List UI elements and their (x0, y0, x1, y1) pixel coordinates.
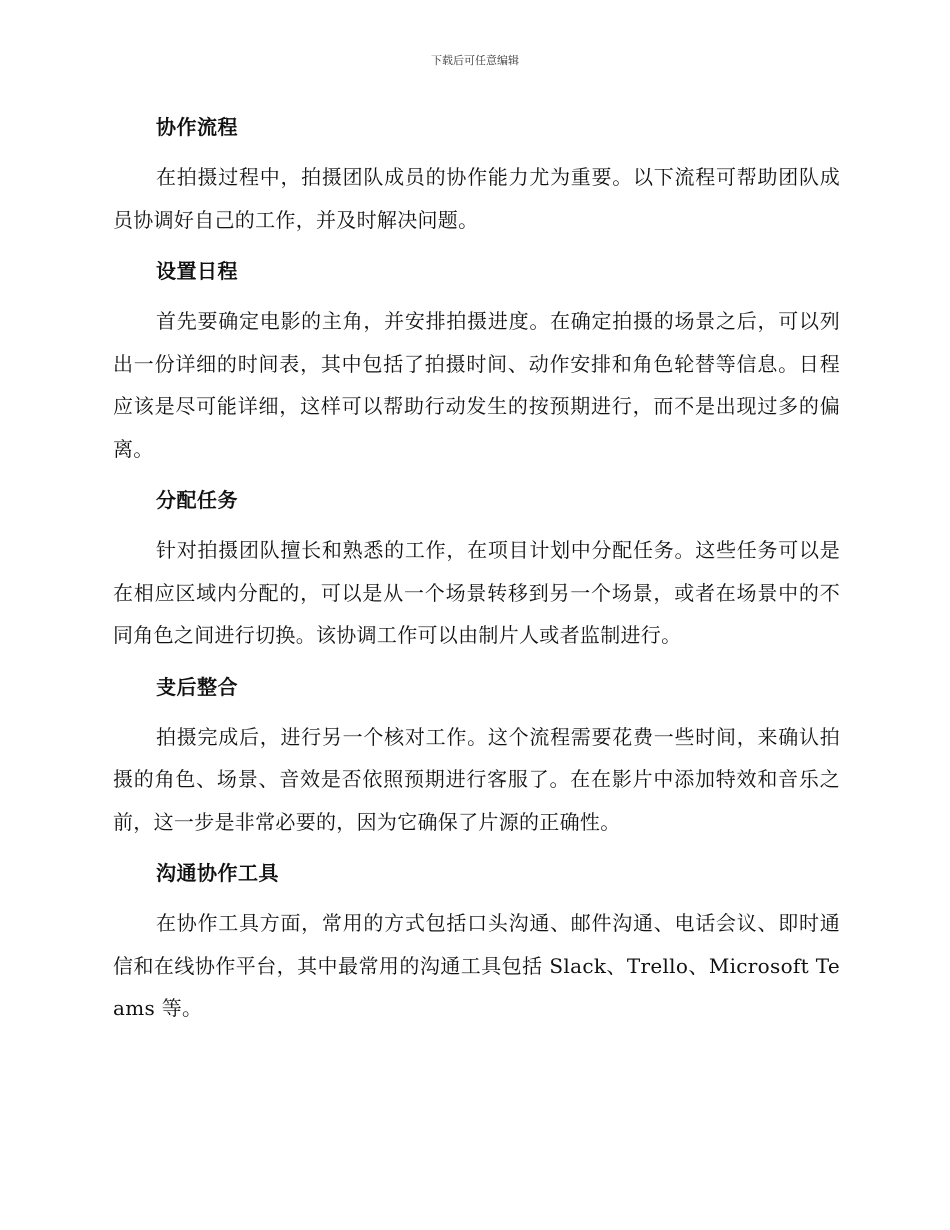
section-paragraph-assign-tasks: 针对拍摄团队擅长和熟悉的工作，在项目计划中分配任务。这些任务可以是在相应区域内分配的，可以是从一个场景转移到另一个场景，或者在场景中的不同角色之间进行切换。该协调工作可以由制片人或者监制进行。 (113, 538, 840, 647)
page-header-note: 下载后可任意编辑 (431, 54, 519, 67)
section-heading-post-integration: 叏后整合 (156, 674, 238, 699)
section-paragraph-post-integration: 拍摄完成后，进行另一个核对工作。这个流程需要花费一些时间，来确认拍摄的角色、场景、音效是否依照预期进行客服了。在在影片中添加特效和音乐之前，这一步是非常必要的，因为它确保了片源的正确性。 (113, 724, 840, 834)
section-heading-collaboration-process: 协作流程 (156, 115, 238, 139)
document-body (113, 106, 840, 1039)
section-paragraph-collaboration-process: 在拍摄过程中，拍摄团队成员的协作能力尤为重要。以下流程可帮助团队成员协调好自己的工作，并及时解决问题。 (113, 165, 840, 232)
section-paragraph-communication-tools: 在协作工具方面，常用的方式包括口头沟通、邮件沟通、电话会议、即时通信和在线协作平台，其中最常用的沟通工具包括 Slack、Trello、Microsoft Teams 等。 (113, 911, 840, 1020)
section-heading-communication-tools: 沟通协作工具 (156, 861, 279, 885)
section-heading-assign-tasks: 分配任务 (156, 488, 238, 512)
section-paragraph-set-schedule: 首先要确定电影的主角，并安排拍摄进度。在确定拍摄的场景之后，可以列出一份详细的时间表，其中包括了拍摄时间、动作安排和角色轮替等信息。日程应该是尽可能详细，这样可以帮助行动发生的按预期进行，而不是出现过多的偏离。 (113, 309, 840, 461)
section-heading-set-schedule: 设置日程 (156, 259, 238, 283)
